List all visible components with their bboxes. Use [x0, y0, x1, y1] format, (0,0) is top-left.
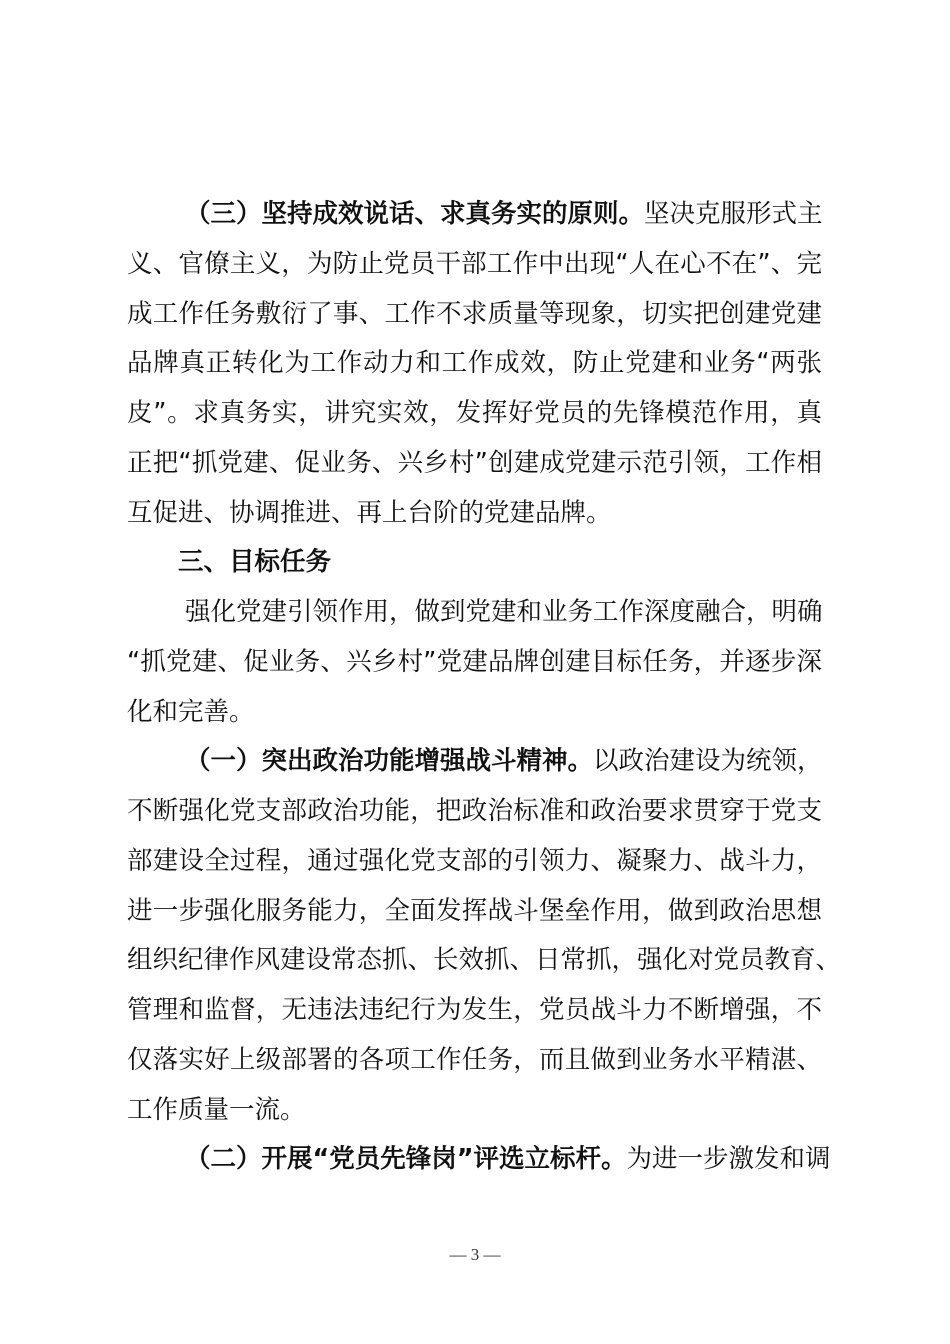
- text-line: [127, 1036, 822, 1086]
- text-line: [127, 1135, 831, 1185]
- body-text: 互促进、协调推进、再上台阶的党建品牌。: [127, 497, 612, 528]
- text-line: [127, 787, 822, 837]
- page-number: — 3 —: [449, 1245, 501, 1264]
- paragraph: [127, 190, 822, 538]
- paragraph: [127, 588, 822, 737]
- body-text: 皮”。求真务实，讲究实效，发挥好党员的先锋模范作用，真: [127, 398, 822, 428]
- body-text: “抓党建、促业务、兴乡村”党建品牌创建目标任务，并逐步深: [127, 646, 822, 677]
- body-text: 以政治建设为统领，: [593, 746, 823, 777]
- body-text: 部建设全过程，通过强化党支部的引领力、凝聚力、战斗力，: [127, 845, 822, 876]
- body-text: 化和完善。: [127, 696, 255, 727]
- paragraph: [127, 1135, 831, 1185]
- text-line: [127, 887, 822, 937]
- text-line: [127, 986, 822, 1036]
- body-text: 义、官僚主义，为防止党员干部工作中出现“人在心不在”、完: [127, 248, 822, 279]
- text-line: [127, 339, 822, 389]
- text-line: [127, 489, 822, 539]
- text-line: [127, 240, 822, 290]
- body-text: 品牌真正转化为工作动力和工作成效，防止党建和业务“两张: [127, 348, 822, 379]
- body-text: 仅落实好上级部署的各项工作任务，而且做到业务水平精湛、: [127, 1044, 822, 1075]
- text-line: [127, 1086, 822, 1136]
- document-body: [127, 190, 842, 1185]
- text-line: [127, 290, 822, 340]
- text-line: [127, 588, 822, 638]
- bold-lead-text: （一）突出政治功能增强战斗精神。: [185, 746, 594, 777]
- text-line: [127, 190, 822, 240]
- text-line: [127, 936, 842, 986]
- body-text: 正把“抓党建、促业务、兴乡村”创建成党建示范引领，工作相: [127, 447, 822, 478]
- bold-lead-text: （三）坚持成效说话、求真务实的原则。: [185, 199, 645, 229]
- body-text: 工作质量一流。: [127, 1094, 306, 1125]
- body-text: 坚决克服形式主: [644, 199, 823, 229]
- body-text: 组织纪律作风建设常态抓、长效抓、日常抓，强化对党员教育、: [127, 945, 842, 976]
- body-text: 三、目标任务: [178, 547, 332, 578]
- text-line: [127, 389, 822, 439]
- paragraph: [127, 737, 842, 1135]
- text-line: [127, 538, 822, 588]
- body-text: 进一步强化服务能力，全面发挥战斗堡垒作用，做到政治思想: [127, 895, 822, 926]
- bold-lead-text: （二）开展“党员先锋岗”评选立标杆。: [185, 1144, 627, 1175]
- section-heading: [127, 538, 822, 588]
- text-line: [127, 837, 822, 887]
- body-text: 不断强化党支部政治功能，把政治标准和政治要求贯穿于党支: [127, 796, 822, 826]
- text-line: [127, 688, 822, 738]
- body-text: 管理和监督，无违法违纪行为发生，党员战斗力不断增强，不: [127, 995, 822, 1025]
- body-text: 强化党建引领作用，做到党建和业务工作深度融合，明确: [185, 597, 823, 627]
- body-text: 为进一步激发和调: [626, 1144, 831, 1175]
- text-line: [127, 638, 822, 688]
- text-line: [127, 737, 822, 787]
- text-line: [127, 439, 822, 489]
- body-text: 成工作任务敷衍了事、工作不求质量等现象，切实把创建党建: [127, 298, 822, 329]
